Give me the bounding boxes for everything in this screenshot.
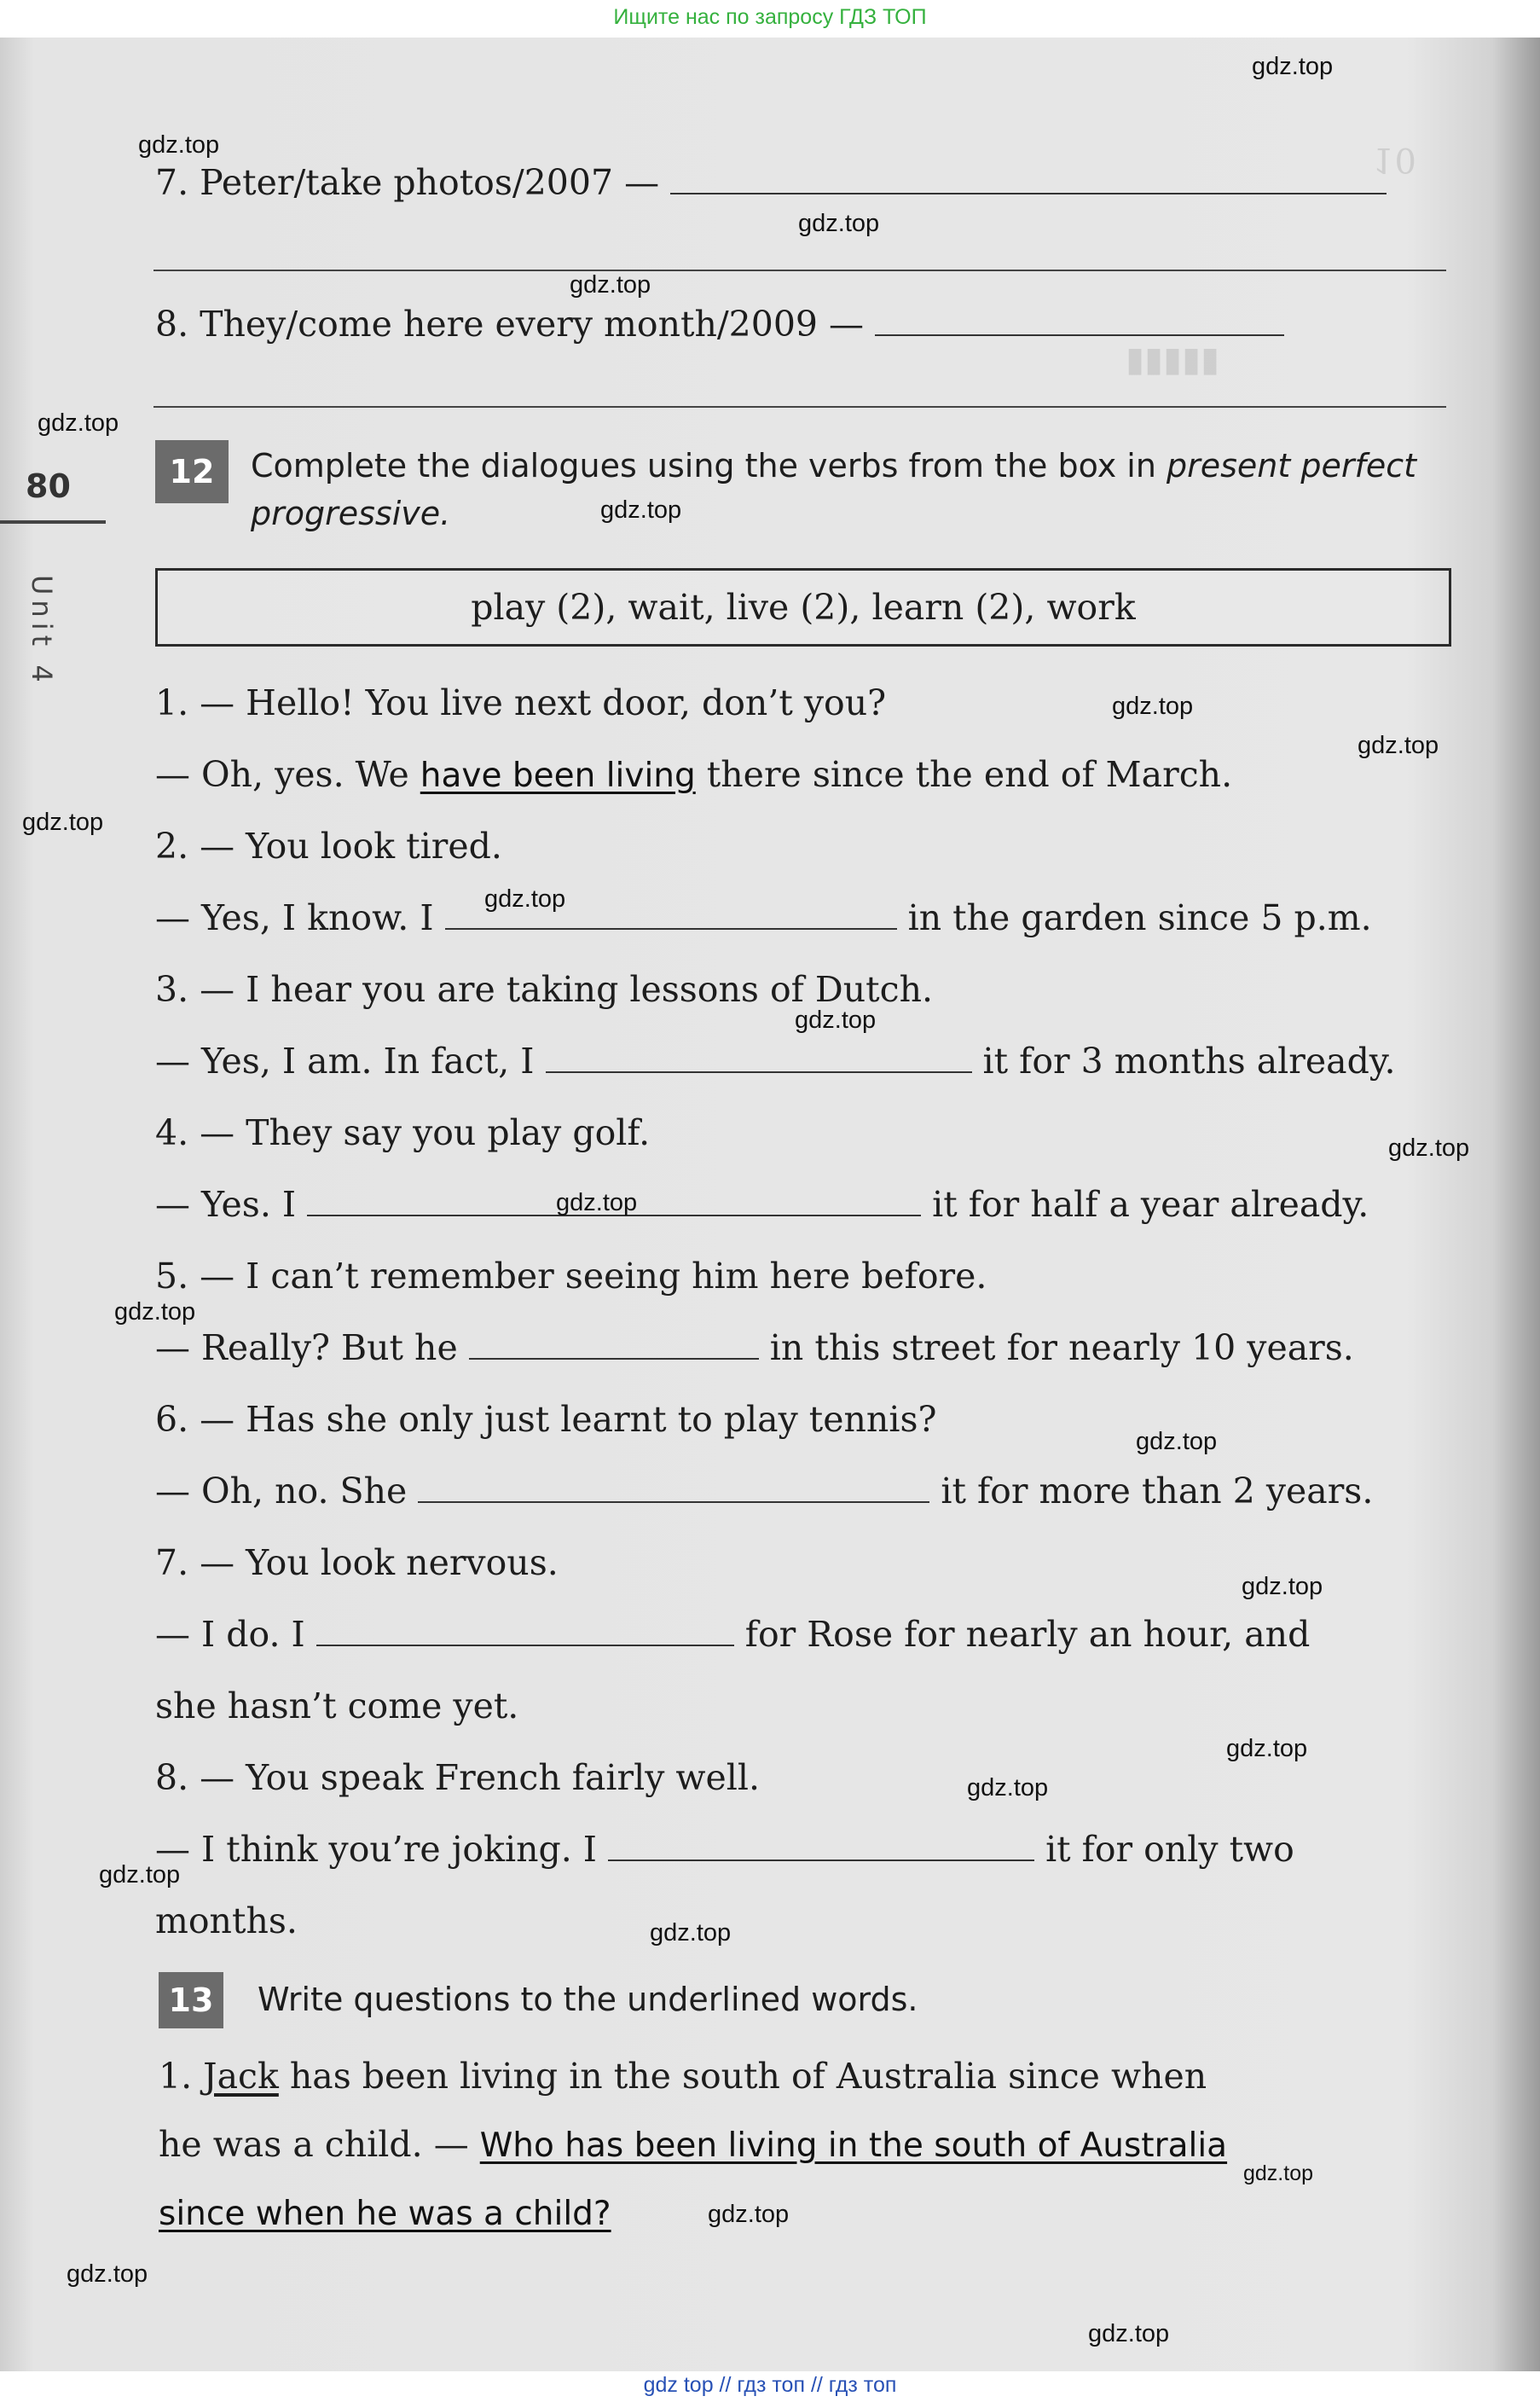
watermark: gdz.top xyxy=(795,1007,877,1034)
textbook-page xyxy=(0,38,1540,2371)
exercise-number-badge: 12 xyxy=(155,440,229,503)
watermark: gdz.top xyxy=(708,2201,790,2228)
watermark: gdz.top xyxy=(798,210,880,237)
dialogue-line: months. xyxy=(155,1900,298,1941)
dialogue-line: 3. — I hear you are taking lessons of Dutch. xyxy=(155,969,934,1010)
watermark: gdz.top xyxy=(600,496,682,524)
bleed-through-text: 10 xyxy=(1373,140,1416,179)
watermark: gdz.top xyxy=(1088,2320,1170,2347)
dialogue-line: 5. — I can’t remember seeing him here before. xyxy=(155,1256,987,1297)
page-number: 80 xyxy=(26,467,71,505)
watermark: gdz.top xyxy=(556,1189,638,1216)
dialogue-line: — Yes, I know. I in the garden since 5 p.m. xyxy=(155,897,1372,938)
watermark: gdz.top xyxy=(967,1774,1049,1802)
handwritten-answer: have been living xyxy=(420,757,696,795)
page-number-rule xyxy=(0,520,106,524)
watermark: gdz.top xyxy=(22,809,104,836)
dialogue-line: 7. — You look nervous. xyxy=(155,1542,559,1583)
answer-blank[interactable] xyxy=(469,1327,759,1360)
watermark: gdz.top xyxy=(650,1919,732,1947)
watermark: gdz.top xyxy=(1252,53,1334,80)
dialogue-line: — Oh, yes. We have been living there since the end of March. xyxy=(155,754,1233,795)
answer-line[interactable] xyxy=(153,270,1446,271)
bottom-banner[interactable]: gdz top // гдз топ // гдз топ xyxy=(643,2373,897,2397)
exercise-13-item-1: 1. Jack has been living in the south of Australia since when xyxy=(159,2056,1207,2097)
dialogue-line: 6. — Has she only just learnt to play tennis? xyxy=(155,1399,937,1440)
dialogue-line: 8. — You speak French fairly well. xyxy=(155,1757,761,1798)
answer-blank[interactable] xyxy=(875,304,1284,336)
answer-blank[interactable] xyxy=(316,1614,734,1646)
dialogue-line: — Really? But he in this street for nearly 10 years. xyxy=(155,1327,1354,1368)
exercise-13-item-1-cont: he was a child. — Who has been living in the south of Australia xyxy=(159,2124,1228,2165)
dialogue-line: she hasn’t come yet. xyxy=(155,1685,519,1726)
watermark: gdz.top xyxy=(1243,2161,1314,2185)
watermark: gdz.top xyxy=(1388,1134,1470,1162)
answer-blank[interactable] xyxy=(608,1829,1034,1861)
watermark: gdz.top xyxy=(570,271,651,299)
dialogue-line: — Yes. I it for half a year already. xyxy=(155,1184,1369,1225)
watermark: gdz.top xyxy=(1226,1735,1308,1762)
dialogue-line: 1. — Hello! You live next door, don’t you? xyxy=(155,682,887,723)
watermark: gdz.top xyxy=(1112,693,1194,720)
item-8: 8. They/come here every month/2009 — xyxy=(155,304,1284,345)
watermark: gdz.top xyxy=(99,1861,181,1889)
top-banner[interactable]: Ищите нас по запросу ГДЗ ТОП xyxy=(613,5,927,29)
dialogue-line: 4. — They say you play golf. xyxy=(155,1112,651,1153)
dialogue-line: — Yes, I am. In fact, I it for 3 months already. xyxy=(155,1041,1396,1082)
answer-blank[interactable] xyxy=(418,1471,929,1503)
item-7: 7. Peter/take photos/2007 — xyxy=(155,162,1387,203)
dialogue-line: — I do. I for Rose for nearly an hour, and xyxy=(155,1614,1311,1655)
watermark: gdz.top xyxy=(1358,732,1439,759)
dialogue-line: 2. — You look tired. xyxy=(155,826,502,867)
watermark: gdz.top xyxy=(114,1298,196,1326)
watermark: gdz.top xyxy=(38,409,119,437)
dialogue-line: — Oh, no. She it for more than 2 years. xyxy=(155,1471,1374,1511)
unit-label: Unit 4 xyxy=(26,575,58,688)
exercise-number-badge: 13 xyxy=(159,1972,223,2028)
watermark: gdz.top xyxy=(67,2260,148,2288)
watermark: gdz.top xyxy=(138,131,220,159)
watermark: gdz.top xyxy=(1136,1428,1218,1455)
underlined-word: Jack xyxy=(203,2056,279,2097)
verb-box: play (2), wait, live (2), learn (2), work xyxy=(155,568,1451,647)
handwritten-answer: since when he was a child? xyxy=(159,2195,611,2233)
dialogue-line: — I think you’re joking. I it for only two xyxy=(155,1829,1294,1870)
bleed-through-text: ▮▮▮▮▮ xyxy=(1126,345,1220,384)
handwritten-answer: Who has been living in the south of Australia xyxy=(479,2126,1228,2165)
exercise-instruction: Write questions to the underlined words. xyxy=(258,1981,918,2018)
watermark: gdz.top xyxy=(1242,1573,1323,1600)
exercise-13-answer-cont xyxy=(159,2192,611,2233)
watermark: gdz.top xyxy=(484,885,566,913)
exercise-instruction: Complete the dialogues using the verbs from the box in present perfect progressive. xyxy=(251,447,1417,532)
answer-blank[interactable] xyxy=(670,162,1387,194)
answer-line[interactable] xyxy=(153,406,1446,408)
answer-blank[interactable] xyxy=(546,1041,972,1073)
